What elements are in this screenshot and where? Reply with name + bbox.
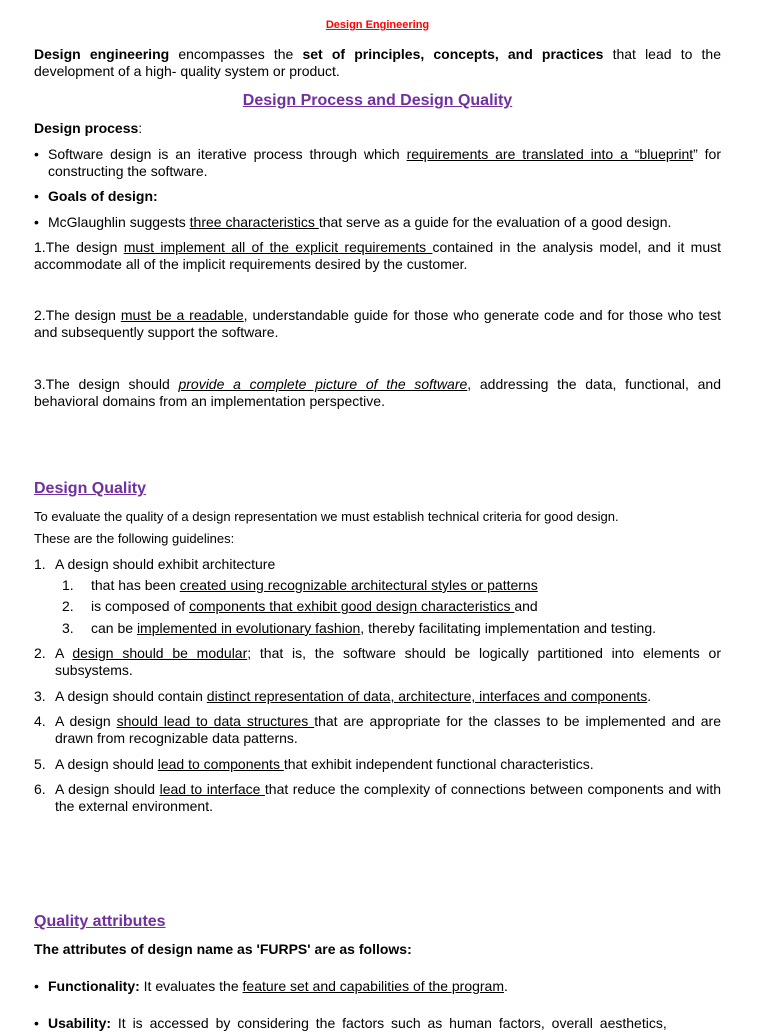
quality-intro-1: To evaluate the quality of a design representation we must establish technical criteria for good design. xyxy=(34,509,619,524)
document-title: Design Engineering xyxy=(325,19,430,31)
bullet-item-functionality: • Functionality: It evaluates the feature set and capabilities of the program. xyxy=(34,978,508,994)
guideline-subitem-3: 3. can be implemented in evolutionary fashion, thereby facilitating implementation and testing. xyxy=(62,620,657,636)
intro-term: Design engineering xyxy=(34,46,170,62)
section-heading-design-quality: Design Quality xyxy=(34,480,147,497)
bullet-icon: • xyxy=(34,1015,39,1031)
bullet-item: • Software design is an iterative process through which requirements are translated into a “blueprint” for constructing the software. xyxy=(34,146,722,179)
bullet-icon: • xyxy=(34,146,39,162)
bullet-icon: • xyxy=(34,188,39,204)
bullet-item: • McGlaughlin suggests three characteristics that serve as a guide for the evaluation of a good design. xyxy=(34,214,672,230)
quality-intro-2: These are the following guidelines: xyxy=(34,531,235,546)
guideline-item-6: 6. A design should lead to interface that reduce the complexity of connections between components and with the external environment. xyxy=(34,781,722,814)
guideline-subitem-1: 1. that has been created using recognizable architectural styles or patterns xyxy=(62,577,538,593)
section-heading-design-process: Design Process and Design Quality xyxy=(242,92,513,109)
design-process-label: Design process: xyxy=(34,120,143,136)
bullet-item-usability: • Usability: It is accessed by considering the factors such as human factors, overall aesthetics, xyxy=(34,1015,667,1031)
guideline-item-5: 5. A design should lead to components that exhibit independent functional characteristics. xyxy=(34,756,594,772)
requirement-paragraph-3: 3.The design should provide a complete picture of the software, addressing the data, functional, and behavioral domains from an implementation perspective. xyxy=(34,376,722,409)
bullet-icon: • xyxy=(34,978,39,994)
guideline-item-2: 2. A design should be modular; that is, the software should be logically partitioned into elements or subsystems. xyxy=(34,645,721,678)
guideline-item-4: 4. A design should lead to data structures that are appropriate for the classes to be implemented and are drawn from recognizable data patterns. xyxy=(34,713,721,746)
requirement-paragraph-1: 1.The design must implement all of the explicit requirements contained in the analysis model, and it must accommodate all of the implicit requirements desired by the customer. xyxy=(34,239,721,272)
attributes-intro: The attributes of design name as 'FURPS' are as follows: xyxy=(34,941,412,957)
guideline-item-1: 1. A design should exhibit architecture xyxy=(34,556,276,572)
intro-paragraph: Design engineering encompasses the set of principles, concepts, and practices that lead to the development of a high- quality system or product. xyxy=(34,46,721,79)
guideline-subitem-2: 2. is composed of components that exhibit good design characteristics and xyxy=(62,598,538,614)
guideline-item-3: 3. A design should contain distinct representation of data, architecture, interfaces and components. xyxy=(34,688,652,704)
bullet-icon: • xyxy=(34,214,39,230)
section-heading-quality-attributes: Quality attributes xyxy=(34,913,166,930)
intro-bold: set of principles, concepts, and practices xyxy=(302,46,604,62)
requirement-paragraph-2: 2.The design must be a readable, understandable guide for those who generate code and for those who test and subsequently support the software. xyxy=(34,307,722,340)
bullet-item: • Goals of design: xyxy=(34,188,158,204)
